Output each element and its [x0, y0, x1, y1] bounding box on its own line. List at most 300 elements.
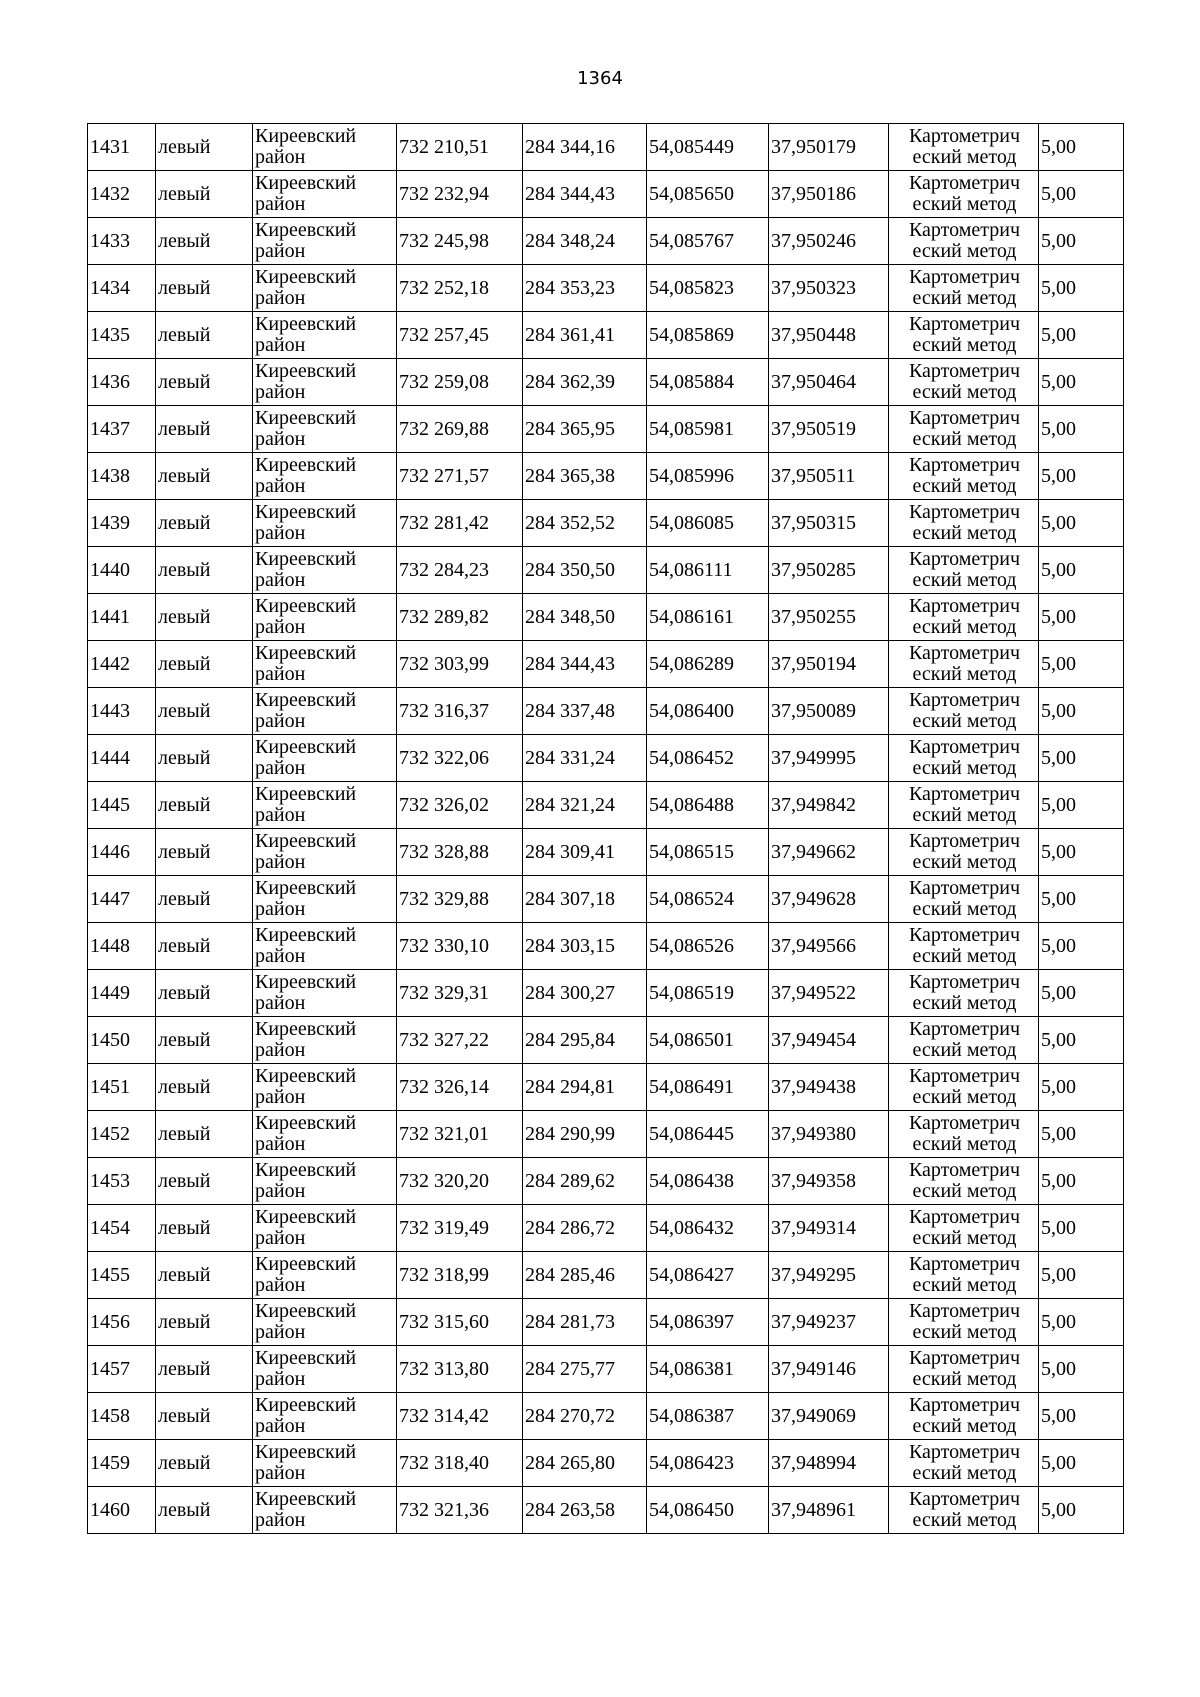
district-line: Киреевский — [255, 924, 357, 946]
district-cell — [253, 970, 397, 1017]
method-cell — [889, 547, 1039, 594]
longitude-cell: 37,949295 — [769, 1252, 889, 1299]
district-line: Киреевский — [255, 407, 357, 429]
district-line: район — [255, 240, 306, 262]
method-line: Картометрич — [908, 1206, 1021, 1228]
method-line: Картометрич — [908, 642, 1021, 664]
latitude-cell: 54,086085 — [647, 500, 769, 547]
longitude-cell: 37,949314 — [769, 1205, 889, 1252]
table-row — [88, 923, 1124, 970]
district-line: Киреевский — [255, 1159, 357, 1181]
district-line: район — [255, 992, 306, 1014]
longitude-cell: 37,949454 — [769, 1017, 889, 1064]
accuracy-cell: 5,00 — [1039, 876, 1124, 923]
method-line: Картометрич — [908, 1488, 1021, 1510]
table-row — [88, 547, 1124, 594]
method-line: Картометрич — [908, 736, 1021, 758]
x-coordinate-cell: 732 245,98 — [397, 218, 523, 265]
district-cell — [253, 1299, 397, 1346]
latitude-cell: 54,086519 — [647, 970, 769, 1017]
district-cell — [253, 265, 397, 312]
method-cell — [889, 265, 1039, 312]
accuracy-cell: 5,00 — [1039, 265, 1124, 312]
x-coordinate-cell: 732 313,80 — [397, 1346, 523, 1393]
latitude-cell: 54,086488 — [647, 782, 769, 829]
district-cell — [253, 1158, 397, 1205]
district-cell — [253, 312, 397, 359]
accuracy-cell: 5,00 — [1039, 594, 1124, 641]
district-line: Киреевский — [255, 830, 357, 852]
latitude-cell: 54,085767 — [647, 218, 769, 265]
x-coordinate-cell: 732 327,22 — [397, 1017, 523, 1064]
method-cell — [889, 1205, 1039, 1252]
point-number-cell: 1434 — [88, 265, 156, 312]
district-line: Киреевский — [255, 1300, 357, 1322]
district-cell — [253, 782, 397, 829]
y-coordinate-cell: 284 362,39 — [523, 359, 647, 406]
method-cell — [889, 406, 1039, 453]
district-cell — [253, 1252, 397, 1299]
district-cell — [253, 1346, 397, 1393]
district-line: Киреевский — [255, 454, 357, 476]
accuracy-cell: 5,00 — [1039, 218, 1124, 265]
y-coordinate-cell: 284 290,99 — [523, 1111, 647, 1158]
district-cell — [253, 1440, 397, 1487]
district-line: Киреевский — [255, 1441, 357, 1463]
district-cell — [253, 547, 397, 594]
bank-side-cell: левый — [156, 1017, 253, 1064]
method-line: еский метод — [912, 1415, 1017, 1437]
table-row — [88, 641, 1124, 688]
accuracy-cell: 5,00 — [1039, 171, 1124, 218]
accuracy-cell: 5,00 — [1039, 359, 1124, 406]
method-cell — [889, 876, 1039, 923]
bank-side-cell: левый — [156, 1158, 253, 1205]
x-coordinate-cell: 732 326,14 — [397, 1064, 523, 1111]
latitude-cell: 54,086289 — [647, 641, 769, 688]
bank-side-cell: левый — [156, 500, 253, 547]
longitude-cell: 37,949438 — [769, 1064, 889, 1111]
method-line: еский метод — [912, 1274, 1017, 1296]
district-cell — [253, 1017, 397, 1064]
table-row — [88, 1111, 1124, 1158]
method-line: еский метод — [912, 851, 1017, 873]
accuracy-cell: 5,00 — [1039, 1111, 1124, 1158]
bank-side-cell: левый — [156, 1205, 253, 1252]
x-coordinate-cell: 732 314,42 — [397, 1393, 523, 1440]
method-line: еский метод — [912, 616, 1017, 638]
table-row — [88, 171, 1124, 218]
bank-side-cell: левый — [156, 594, 253, 641]
method-line: Картометрич — [908, 1065, 1021, 1087]
y-coordinate-cell: 284 309,41 — [523, 829, 647, 876]
method-line: еский метод — [912, 1039, 1017, 1061]
district-line: Киреевский — [255, 1018, 357, 1040]
method-line: Картометрич — [908, 219, 1021, 241]
method-line: еский метод — [912, 428, 1017, 450]
accuracy-cell: 5,00 — [1039, 1440, 1124, 1487]
table-row — [88, 218, 1124, 265]
bank-side-cell: левый — [156, 124, 253, 171]
y-coordinate-cell: 284 281,73 — [523, 1299, 647, 1346]
method-line: Картометрич — [908, 1394, 1021, 1416]
longitude-cell: 37,949358 — [769, 1158, 889, 1205]
method-line: еский метод — [912, 146, 1017, 168]
x-coordinate-cell: 732 269,88 — [397, 406, 523, 453]
bank-side-cell: левый — [156, 1299, 253, 1346]
longitude-cell: 37,950323 — [769, 265, 889, 312]
method-line: еский метод — [912, 240, 1017, 262]
method-cell — [889, 1487, 1039, 1534]
longitude-cell: 37,950315 — [769, 500, 889, 547]
accuracy-cell: 5,00 — [1039, 1064, 1124, 1111]
bank-side-cell: левый — [156, 547, 253, 594]
longitude-cell: 37,949662 — [769, 829, 889, 876]
district-line: Киреевский — [255, 1347, 357, 1369]
y-coordinate-cell: 284 265,80 — [523, 1440, 647, 1487]
point-number-cell: 1435 — [88, 312, 156, 359]
method-line: Картометрич — [908, 501, 1021, 523]
district-line: район — [255, 1368, 306, 1390]
longitude-cell: 37,949995 — [769, 735, 889, 782]
district-line: район — [255, 1462, 306, 1484]
longitude-cell: 37,950179 — [769, 124, 889, 171]
table-row — [88, 876, 1124, 923]
district-line: район — [255, 1180, 306, 1202]
accuracy-cell: 5,00 — [1039, 829, 1124, 876]
bank-side-cell: левый — [156, 1111, 253, 1158]
point-number-cell: 1453 — [88, 1158, 156, 1205]
latitude-cell: 54,086400 — [647, 688, 769, 735]
district-line: район — [255, 522, 306, 544]
district-cell — [253, 359, 397, 406]
district-line: Киреевский — [255, 548, 357, 570]
y-coordinate-cell: 284 270,72 — [523, 1393, 647, 1440]
district-line: Киреевский — [255, 736, 357, 758]
district-cell — [253, 735, 397, 782]
method-cell — [889, 735, 1039, 782]
method-cell — [889, 688, 1039, 735]
district-line: район — [255, 1415, 306, 1437]
bank-side-cell: левый — [156, 688, 253, 735]
longitude-cell: 37,949842 — [769, 782, 889, 829]
point-number-cell: 1452 — [88, 1111, 156, 1158]
point-number-cell: 1433 — [88, 218, 156, 265]
district-line: район — [255, 1274, 306, 1296]
bank-side-cell: левый — [156, 453, 253, 500]
method-line: еский метод — [912, 804, 1017, 826]
bank-side-cell: левый — [156, 1064, 253, 1111]
table-body — [88, 124, 1124, 1534]
district-line: Киреевский — [255, 1253, 357, 1275]
longitude-cell: 37,950089 — [769, 688, 889, 735]
district-line: район — [255, 1509, 306, 1531]
table-row — [88, 1487, 1124, 1534]
district-cell — [253, 688, 397, 735]
table-row — [88, 312, 1124, 359]
x-coordinate-cell: 732 315,60 — [397, 1299, 523, 1346]
method-line: еский метод — [912, 1086, 1017, 1108]
district-line: район — [255, 569, 306, 591]
latitude-cell: 54,085823 — [647, 265, 769, 312]
longitude-cell: 37,950511 — [769, 453, 889, 500]
point-number-cell: 1458 — [88, 1393, 156, 1440]
method-line: еский метод — [912, 1227, 1017, 1249]
y-coordinate-cell: 284 348,24 — [523, 218, 647, 265]
point-number-cell: 1459 — [88, 1440, 156, 1487]
method-cell — [889, 1346, 1039, 1393]
district-line: Киреевский — [255, 1394, 357, 1416]
accuracy-cell: 5,00 — [1039, 923, 1124, 970]
accuracy-cell: 5,00 — [1039, 688, 1124, 735]
method-cell — [889, 1017, 1039, 1064]
point-number-cell: 1449 — [88, 970, 156, 1017]
bank-side-cell: левый — [156, 1252, 253, 1299]
latitude-cell: 54,086526 — [647, 923, 769, 970]
method-cell — [889, 1299, 1039, 1346]
method-line: еский метод — [912, 898, 1017, 920]
y-coordinate-cell: 284 307,18 — [523, 876, 647, 923]
y-coordinate-cell: 284 365,38 — [523, 453, 647, 500]
district-cell — [253, 1487, 397, 1534]
point-number-cell: 1438 — [88, 453, 156, 500]
y-coordinate-cell: 284 344,16 — [523, 124, 647, 171]
y-coordinate-cell: 284 303,15 — [523, 923, 647, 970]
district-line: район — [255, 804, 306, 826]
point-number-cell: 1445 — [88, 782, 156, 829]
accuracy-cell: 5,00 — [1039, 406, 1124, 453]
table-row — [88, 1299, 1124, 1346]
y-coordinate-cell: 284 331,24 — [523, 735, 647, 782]
longitude-cell: 37,950246 — [769, 218, 889, 265]
latitude-cell: 54,086450 — [647, 1487, 769, 1534]
district-line: район — [255, 710, 306, 732]
district-line: Киреевский — [255, 1206, 357, 1228]
bank-side-cell: левый — [156, 406, 253, 453]
district-cell — [253, 594, 397, 641]
district-line: Киреевский — [255, 360, 357, 382]
method-line: еский метод — [912, 945, 1017, 967]
x-coordinate-cell: 732 326,02 — [397, 782, 523, 829]
latitude-cell: 54,085650 — [647, 171, 769, 218]
method-line: Картометрич — [908, 595, 1021, 617]
district-cell — [253, 218, 397, 265]
latitude-cell: 54,085884 — [647, 359, 769, 406]
method-cell — [889, 218, 1039, 265]
page-number: 1364 — [577, 68, 623, 89]
latitude-cell: 54,086445 — [647, 1111, 769, 1158]
bank-side-cell: левый — [156, 876, 253, 923]
method-line: еский метод — [912, 475, 1017, 497]
y-coordinate-cell: 284 353,23 — [523, 265, 647, 312]
point-number-cell: 1437 — [88, 406, 156, 453]
longitude-cell: 37,950255 — [769, 594, 889, 641]
method-line: еский метод — [912, 992, 1017, 1014]
method-line: Картометрич — [908, 1441, 1021, 1463]
x-coordinate-cell: 732 257,45 — [397, 312, 523, 359]
district-line: Киреевский — [255, 1112, 357, 1134]
point-number-cell: 1451 — [88, 1064, 156, 1111]
method-cell — [889, 359, 1039, 406]
district-cell — [253, 406, 397, 453]
y-coordinate-cell: 284 289,62 — [523, 1158, 647, 1205]
method-cell — [889, 1393, 1039, 1440]
district-line: район — [255, 1321, 306, 1343]
table-row — [88, 406, 1124, 453]
accuracy-cell: 5,00 — [1039, 124, 1124, 171]
district-line: Киреевский — [255, 877, 357, 899]
y-coordinate-cell: 284 344,43 — [523, 171, 647, 218]
method-line: еский метод — [912, 663, 1017, 685]
district-cell — [253, 124, 397, 171]
method-cell — [889, 594, 1039, 641]
bank-side-cell: левый — [156, 1440, 253, 1487]
method-line: Картометрич — [908, 783, 1021, 805]
x-coordinate-cell: 732 210,51 — [397, 124, 523, 171]
method-line: Картометрич — [908, 830, 1021, 852]
x-coordinate-cell: 732 303,99 — [397, 641, 523, 688]
longitude-cell: 37,950194 — [769, 641, 889, 688]
district-line: район — [255, 616, 306, 638]
accuracy-cell: 5,00 — [1039, 1299, 1124, 1346]
district-line: район — [255, 898, 306, 920]
district-line: район — [255, 1086, 306, 1108]
district-line: Киреевский — [255, 642, 357, 664]
bank-side-cell: левый — [156, 171, 253, 218]
x-coordinate-cell: 732 281,42 — [397, 500, 523, 547]
table-row — [88, 735, 1124, 782]
method-line: еский метод — [912, 334, 1017, 356]
point-number-cell: 1441 — [88, 594, 156, 641]
district-line: Киреевский — [255, 689, 357, 711]
point-number-cell: 1447 — [88, 876, 156, 923]
accuracy-cell: 5,00 — [1039, 547, 1124, 594]
latitude-cell: 54,085981 — [647, 406, 769, 453]
bank-side-cell: левый — [156, 923, 253, 970]
table-row — [88, 782, 1124, 829]
y-coordinate-cell: 284 352,52 — [523, 500, 647, 547]
table-row — [88, 970, 1124, 1017]
point-number-cell: 1436 — [88, 359, 156, 406]
latitude-cell: 54,085996 — [647, 453, 769, 500]
y-coordinate-cell: 284 348,50 — [523, 594, 647, 641]
bank-side-cell: левый — [156, 829, 253, 876]
district-line: район — [255, 1039, 306, 1061]
method-line: Картометрич — [908, 407, 1021, 429]
bank-side-cell: левый — [156, 1393, 253, 1440]
longitude-cell: 37,948994 — [769, 1440, 889, 1487]
method-cell — [889, 1440, 1039, 1487]
bank-side-cell: левый — [156, 1487, 253, 1534]
x-coordinate-cell: 732 289,82 — [397, 594, 523, 641]
bank-side-cell: левый — [156, 782, 253, 829]
method-cell — [889, 1111, 1039, 1158]
method-line: Картометрич — [908, 313, 1021, 335]
coordinates-table — [87, 123, 1124, 1534]
x-coordinate-cell: 732 259,08 — [397, 359, 523, 406]
district-line: район — [255, 334, 306, 356]
district-cell — [253, 171, 397, 218]
method-line: Картометрич — [908, 971, 1021, 993]
accuracy-cell: 5,00 — [1039, 1252, 1124, 1299]
y-coordinate-cell: 284 294,81 — [523, 1064, 647, 1111]
method-line: еский метод — [912, 287, 1017, 309]
latitude-cell: 54,086432 — [647, 1205, 769, 1252]
method-line: Картометрич — [908, 1159, 1021, 1181]
longitude-cell: 37,950519 — [769, 406, 889, 453]
latitude-cell: 54,086111 — [647, 547, 769, 594]
table-row — [88, 453, 1124, 500]
longitude-cell: 37,950285 — [769, 547, 889, 594]
method-line: еский метод — [912, 522, 1017, 544]
point-number-cell: 1450 — [88, 1017, 156, 1064]
district-line: Киреевский — [255, 783, 357, 805]
x-coordinate-cell: 732 318,40 — [397, 1440, 523, 1487]
latitude-cell: 54,085869 — [647, 312, 769, 359]
method-cell — [889, 641, 1039, 688]
table-row — [88, 1393, 1124, 1440]
district-cell — [253, 453, 397, 500]
point-number-cell: 1456 — [88, 1299, 156, 1346]
latitude-cell: 54,086438 — [647, 1158, 769, 1205]
district-line: Киреевский — [255, 172, 357, 194]
y-coordinate-cell: 284 350,50 — [523, 547, 647, 594]
method-line: Картометрич — [908, 125, 1021, 147]
district-line: район — [255, 193, 306, 215]
point-number-cell: 1448 — [88, 923, 156, 970]
bank-side-cell: левый — [156, 735, 253, 782]
y-coordinate-cell: 284 344,43 — [523, 641, 647, 688]
table-row — [88, 688, 1124, 735]
table-row — [88, 1017, 1124, 1064]
x-coordinate-cell: 732 252,18 — [397, 265, 523, 312]
district-line: район — [255, 475, 306, 497]
y-coordinate-cell: 284 337,48 — [523, 688, 647, 735]
district-cell — [253, 1205, 397, 1252]
method-line: Картометрич — [908, 172, 1021, 194]
point-number-cell: 1440 — [88, 547, 156, 594]
method-line: Картометрич — [908, 1018, 1021, 1040]
method-cell — [889, 970, 1039, 1017]
table-row — [88, 359, 1124, 406]
bank-side-cell: левый — [156, 1346, 253, 1393]
method-cell — [889, 782, 1039, 829]
method-line: Картометрич — [908, 1112, 1021, 1134]
latitude-cell: 54,086427 — [647, 1252, 769, 1299]
x-coordinate-cell: 732 320,20 — [397, 1158, 523, 1205]
method-line: еский метод — [912, 1133, 1017, 1155]
point-number-cell: 1446 — [88, 829, 156, 876]
bank-side-cell: левый — [156, 970, 253, 1017]
latitude-cell: 54,086452 — [647, 735, 769, 782]
district-line: Киреевский — [255, 501, 357, 523]
bank-side-cell: левый — [156, 312, 253, 359]
accuracy-cell: 5,00 — [1039, 1158, 1124, 1205]
method-line: Картометрич — [908, 877, 1021, 899]
y-coordinate-cell: 284 286,72 — [523, 1205, 647, 1252]
longitude-cell: 37,949522 — [769, 970, 889, 1017]
table-row — [88, 1158, 1124, 1205]
x-coordinate-cell: 732 329,31 — [397, 970, 523, 1017]
x-coordinate-cell: 732 328,88 — [397, 829, 523, 876]
latitude-cell: 54,086501 — [647, 1017, 769, 1064]
point-number-cell: 1432 — [88, 171, 156, 218]
district-cell — [253, 500, 397, 547]
longitude-cell: 37,950464 — [769, 359, 889, 406]
accuracy-cell: 5,00 — [1039, 1017, 1124, 1064]
latitude-cell: 54,086387 — [647, 1393, 769, 1440]
latitude-cell: 54,086397 — [647, 1299, 769, 1346]
